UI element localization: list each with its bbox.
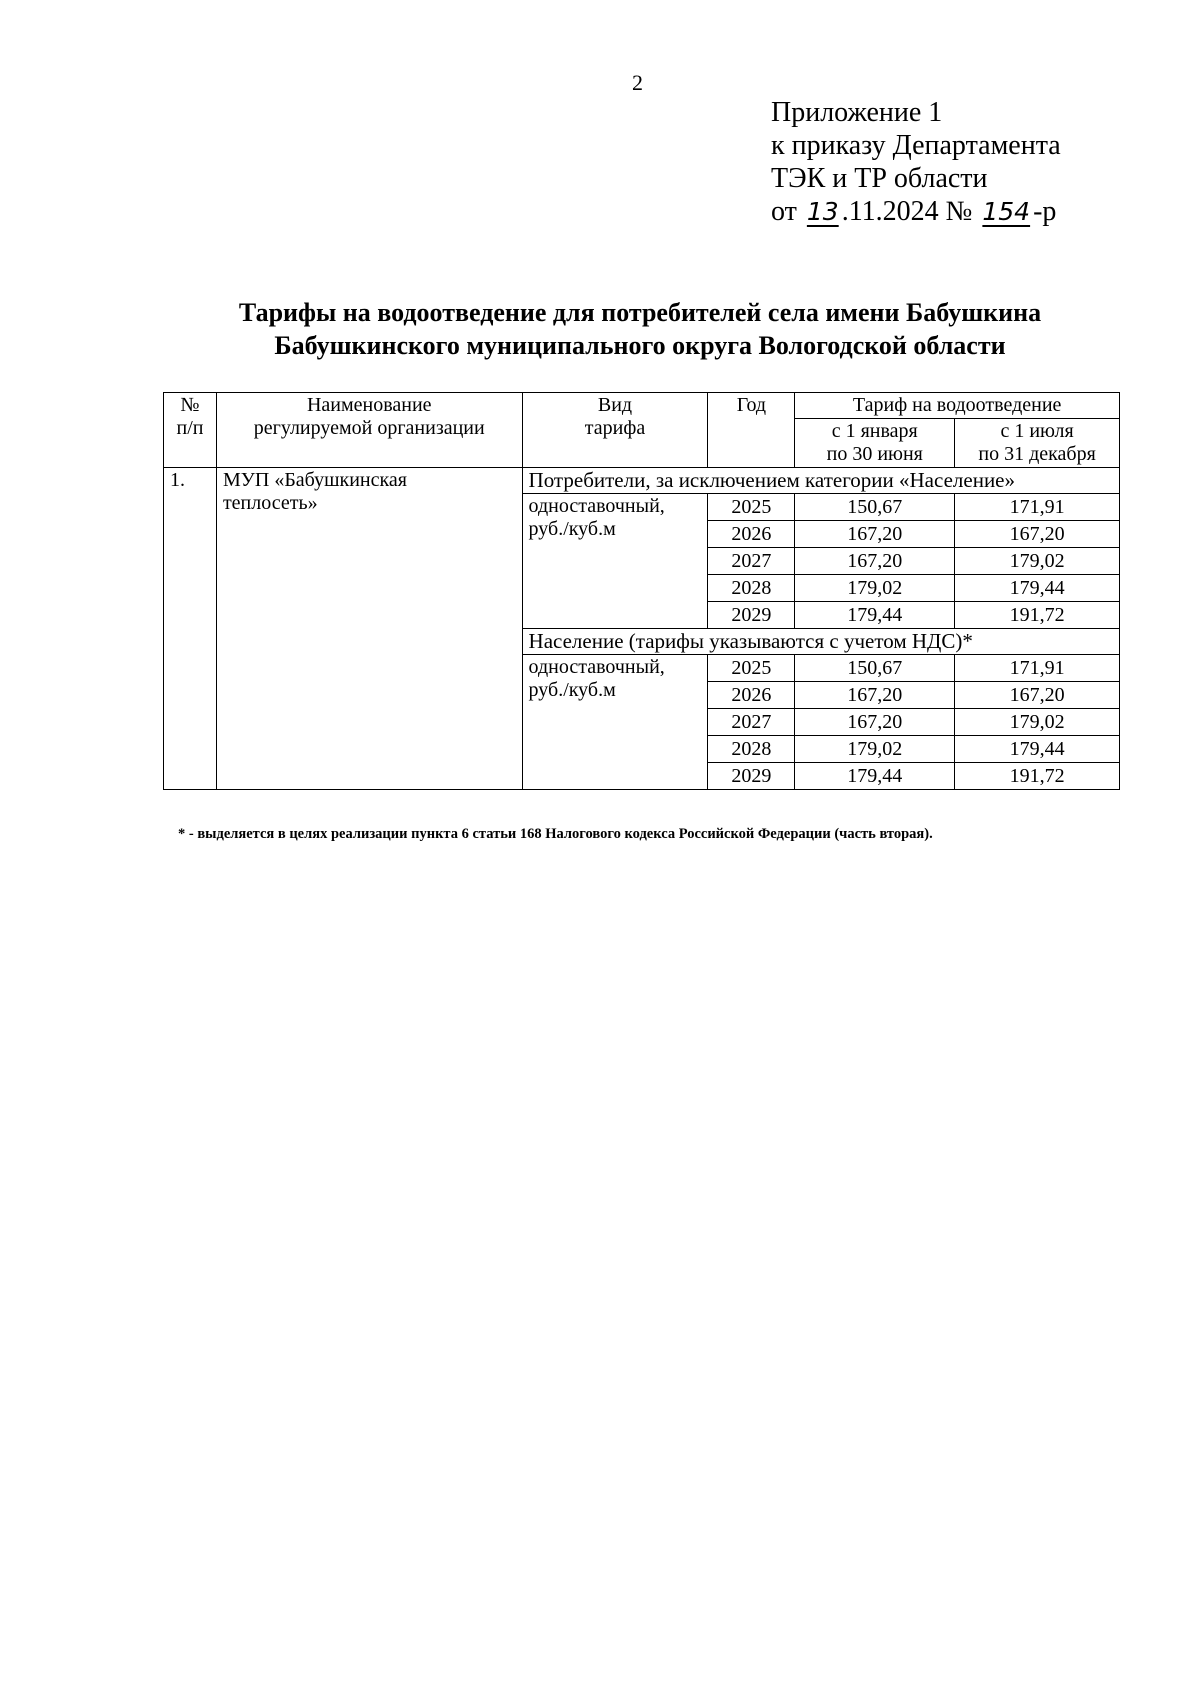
header-organization-l1: Наименование (306, 394, 432, 416)
year-cell: 2029 (708, 763, 795, 790)
footnote: * - выделяется в целях реализации пункта 6 статьи 168 Налогового кодекса Российской Федерации (часть вторая). (178, 826, 933, 842)
header-year: Год (708, 393, 795, 468)
date-rest: .11.2024 № (841, 196, 973, 227)
tariff-period-1-cell: 150,67 (795, 655, 955, 682)
appendix-line-3: ТЭК и ТР области (771, 163, 988, 194)
year-cell: 2029 (708, 602, 795, 629)
date-prefix: от (771, 196, 797, 227)
organization-name-l2: теплосеть» (222, 492, 318, 514)
organization-name (216, 468, 522, 790)
tariff-period-1-cell: 179,44 (795, 763, 955, 790)
tariff-period-1-cell: 167,20 (795, 521, 955, 548)
page-number: 2 (632, 70, 643, 95)
year-cell: 2026 (708, 521, 795, 548)
group-1-tariff-type-l1: одноставочный, (528, 495, 665, 517)
tariff-period-2-cell: 179,02 (955, 709, 1120, 736)
tariff-period-1-cell: 167,20 (795, 682, 955, 709)
handwritten-order-number: 154 (982, 197, 1031, 226)
year-cell: 2027 (708, 709, 795, 736)
header-tariff: Тариф на водоотведение (795, 393, 1120, 419)
tariff-period-2-cell: 179,44 (955, 736, 1120, 763)
header-organization (216, 393, 522, 468)
handwritten-day: 13 (806, 197, 839, 226)
tariff-table (163, 392, 1120, 790)
header-period-1-l1: с 1 января (831, 420, 918, 442)
group-2-title: Население (тарифы указываются с учетом НДС)* (522, 629, 1119, 655)
appendix-line-2: к приказу Департамента (771, 130, 1061, 161)
header-tariff-type-l2: тарифа (584, 417, 646, 439)
tariff-period-1-cell: 179,02 (795, 736, 955, 763)
year-cell: 2028 (708, 736, 795, 763)
tariff-period-2-cell: 191,72 (955, 602, 1120, 629)
title-line-2: Бабушкинского муниципального округа Вологодской области (274, 331, 1006, 360)
tariff-period-1-cell: 167,20 (795, 709, 955, 736)
header-period-2 (955, 419, 1120, 468)
organization-name-l1: МУП «Бабушкинская (222, 469, 407, 491)
header-period-2-l2: по 31 декабря (978, 443, 1096, 465)
appendix-line-1: Приложение 1 (771, 97, 943, 128)
tariff-period-2-cell: 167,20 (955, 521, 1120, 548)
header-period-1-l2: по 30 июня (826, 443, 923, 465)
header-number-l2: п/п (176, 417, 204, 439)
tariff-period-2-cell: 179,02 (955, 548, 1120, 575)
group-1-title-row (164, 468, 1120, 494)
tariff-period-2-cell: 171,91 (955, 494, 1120, 521)
title-line-1: Тарифы на водоотведение для потребителей села имени Бабушкина (238, 298, 1042, 327)
header-tariff-type-l1: Вид (597, 394, 633, 416)
tariff-period-1-cell: 179,02 (795, 575, 955, 602)
tariff-period-1-cell: 167,20 (795, 548, 955, 575)
year-cell: 2026 (708, 682, 795, 709)
year-cell: 2027 (708, 548, 795, 575)
header-number-l1: № (180, 394, 200, 416)
group-1-tariff-type (522, 494, 708, 629)
document-title (150, 296, 1130, 362)
header-organization-l2: регулируемой организации (253, 417, 485, 439)
group-2-tariff-type-l2: руб./куб.м (528, 679, 616, 701)
group-1-tariff-type-l2: руб./куб.м (528, 518, 616, 540)
header-row-1 (164, 393, 1120, 419)
tariff-period-2-cell: 171,91 (955, 655, 1120, 682)
group-2-tariff-type-l1: одноставочный, (528, 656, 665, 678)
tariff-period-1-cell: 179,44 (795, 602, 955, 629)
group-2-tariff-type (522, 655, 708, 790)
header-tariff-type (522, 393, 708, 468)
order-suffix: -р (1033, 196, 1057, 227)
appendix-date-line (771, 195, 1061, 228)
appendix-block (771, 96, 1061, 228)
year-cell: 2025 (708, 494, 795, 521)
header-number (164, 393, 217, 468)
tariff-period-1-cell: 150,67 (795, 494, 955, 521)
year-cell: 2028 (708, 575, 795, 602)
row-number: 1. (164, 468, 217, 790)
header-period-2-l1: с 1 июля (1000, 420, 1074, 442)
year-cell: 2025 (708, 655, 795, 682)
header-period-1 (795, 419, 955, 468)
tariff-period-2-cell: 179,44 (955, 575, 1120, 602)
tariff-period-2-cell: 167,20 (955, 682, 1120, 709)
tariff-period-2-cell: 191,72 (955, 763, 1120, 790)
group-1-title: Потребители, за исключением категории «Население» (522, 468, 1119, 494)
